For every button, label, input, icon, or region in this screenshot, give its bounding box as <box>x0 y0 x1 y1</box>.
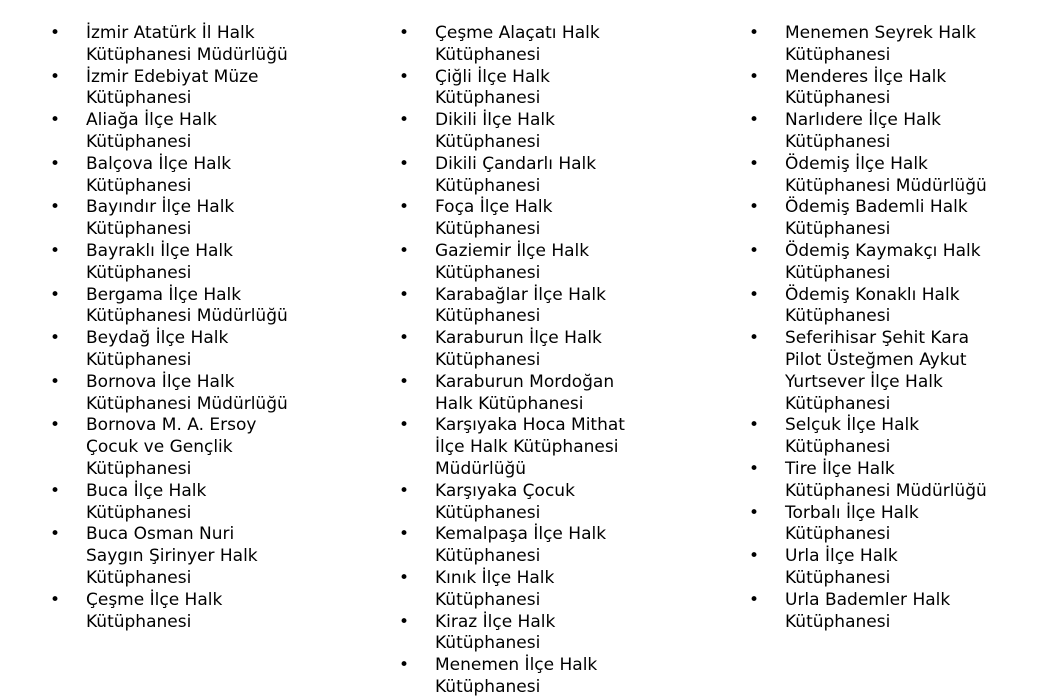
list-item: • Selçuk İlçe Halk Kütüphanesi <box>749 415 997 459</box>
list-item: • Narlıdere İlçe Halk Kütüphanesi <box>749 110 997 154</box>
list-item: • Karaburun Mordoğan Halk Kütüphanesi <box>399 372 647 416</box>
list-item: • Ödemiş Konaklı Halk Kütüphanesi <box>749 285 997 329</box>
list-item: • Kiraz İlçe Halk Kütüphanesi <box>399 612 647 656</box>
list-item: • Urla İlçe Halk Kütüphanesi <box>749 546 997 590</box>
library-list-column-3 <box>749 23 997 633</box>
library-list-column-2 <box>399 23 647 699</box>
list-item: • Menemen Seyrek Halk Kütüphanesi <box>749 23 997 67</box>
list-item: • Kemalpaşa İlçe Halk Kütüphanesi <box>399 524 647 568</box>
list-item: • Torbalı İlçe Halk Kütüphanesi <box>749 503 997 547</box>
list-item: • Dikili İlçe Halk Kütüphanesi <box>399 110 647 154</box>
list-item: • Bergama İlçe Halk Kütüphanesi Müdürlüğü <box>50 285 295 329</box>
list-item: • Menemen İlçe Halk Kütüphanesi <box>399 655 647 699</box>
list-item: • Karaburun İlçe Halk Kütüphanesi <box>399 328 647 372</box>
list-item: • Çeşme İlçe Halk Kütüphanesi <box>50 590 295 634</box>
list-item: • Bornova M. A. Ersoy Çocuk ve Gençlik Kütüphanesi <box>50 415 295 480</box>
list-item: • Seferihisar Şehit Kara Pilot Üsteğmen Aykut Yurtsever İlçe Halk Kütüphanesi <box>749 328 997 415</box>
list-item: • Buca Osman Nuri Saygın Şirinyer Halk Kütüphanesi <box>50 524 295 589</box>
list-item: • Bornova İlçe Halk Kütüphanesi Müdürlüğü <box>50 372 295 416</box>
list-item: • Karabağlar İlçe Halk Kütüphanesi <box>399 285 647 329</box>
list-item: • Dikili Çandarlı Halk Kütüphanesi <box>399 154 647 198</box>
list-item: • Karşıyaka Hoca Mithat İlçe Halk Kütüphanesi Müdürlüğü <box>399 415 647 480</box>
list-item: • Bayındır İlçe Halk Kütüphanesi <box>50 197 295 241</box>
list-item: • Bayraklı İlçe Halk Kütüphanesi <box>50 241 295 285</box>
list-item: • Beydağ İlçe Halk Kütüphanesi <box>50 328 295 372</box>
list-item: • Urla Bademler Halk Kütüphanesi <box>749 590 997 634</box>
list-item: • Kınık İlçe Halk Kütüphanesi <box>399 568 647 612</box>
list-item: • Çiğli İlçe Halk Kütüphanesi <box>399 67 647 111</box>
list-item: • Buca İlçe Halk Kütüphanesi <box>50 481 295 525</box>
list-item: • Çeşme Alaçatı Halk Kütüphanesi <box>399 23 647 67</box>
list-item: • Tire İlçe Halk Kütüphanesi Müdürlüğü <box>749 459 997 503</box>
list-item: • Ödemiş İlçe Halk Kütüphanesi Müdürlüğü <box>749 154 997 198</box>
list-item: • Ödemiş Bademli Halk Kütüphanesi <box>749 197 997 241</box>
list-item: • Balçova İlçe Halk Kütüphanesi <box>50 154 295 198</box>
list-item: • Gaziemir İlçe Halk Kütüphanesi <box>399 241 647 285</box>
list-item: • İzmir Edebiyat Müze Kütüphanesi <box>50 67 295 111</box>
list-item: • Aliağa İlçe Halk Kütüphanesi <box>50 110 295 154</box>
list-item: • İzmir Atatürk İl Halk Kütüphanesi Müdürlüğü <box>50 23 295 67</box>
list-item: • Menderes İlçe Halk Kütüphanesi <box>749 67 997 111</box>
library-list-column-1 <box>50 23 295 633</box>
list-item: • Foça İlçe Halk Kütüphanesi <box>399 197 647 241</box>
list-item: • Ödemiş Kaymakçı Halk Kütüphanesi <box>749 241 997 285</box>
list-item: • Karşıyaka Çocuk Kütüphanesi <box>399 481 647 525</box>
